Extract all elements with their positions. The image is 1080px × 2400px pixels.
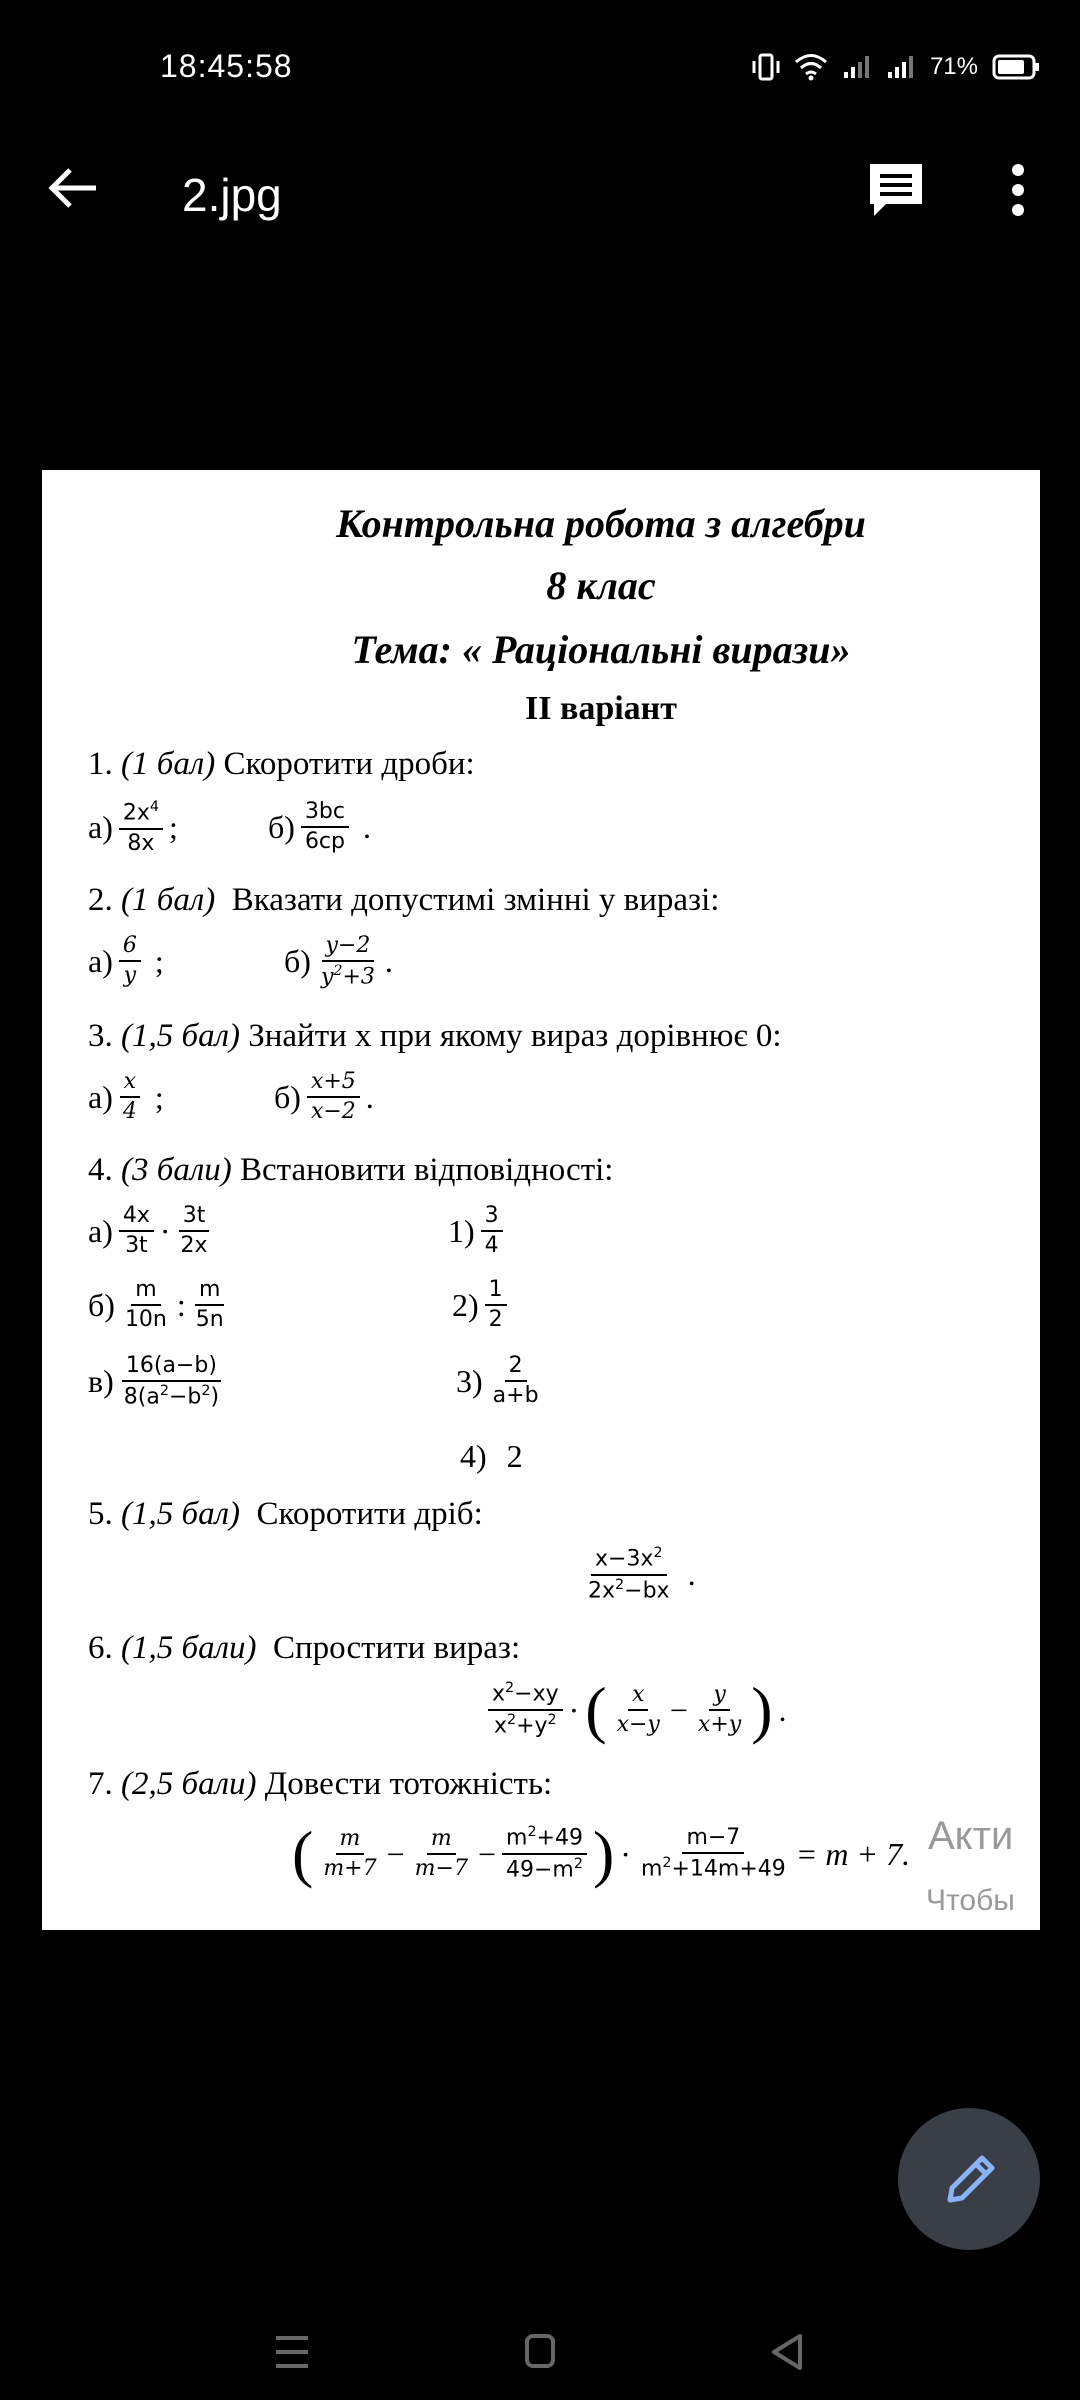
fraction: $\frac{y}{x+y}$ [697, 1681, 742, 1737]
fraction: $\frac{m}{m-7}$ [414, 1825, 468, 1881]
signal-icon-1 [842, 54, 872, 80]
comments-icon[interactable] [864, 158, 928, 222]
option-3 [456, 1354, 543, 1408]
task-3-text: Знайти x при якому вираз дорівнює 0: [248, 1018, 782, 1054]
task-5-number: 5. [88, 1496, 113, 1532]
task-5-expr: $\frac{x-3x^2}{2x^2-bx}$ . [584, 1546, 696, 1603]
fraction: $\frac{m^2+49}{49-m^2}$ [502, 1825, 587, 1882]
task-4-text: Встановити відповідності: [239, 1152, 614, 1188]
more-options-icon[interactable] [988, 158, 1048, 222]
label-a: а) [88, 1212, 113, 1249]
task-6-number: 6. [88, 1630, 113, 1666]
back-arrow-icon[interactable] [44, 158, 104, 218]
task-5-text: Скоротити дріб: [256, 1496, 483, 1532]
fraction: $\frac{x+5}{x-2}$ [307, 1070, 360, 1124]
system-nav-bar [0, 2300, 1080, 2400]
status-bar [0, 0, 1080, 140]
task-5-points: (1,5 бал) [121, 1496, 240, 1532]
option-1 [448, 1204, 503, 1258]
home-icon[interactable] [510, 2324, 570, 2380]
task-6-points: (1,5 бали) [121, 1630, 257, 1666]
label-v: в) [88, 1363, 114, 1400]
task-2-text: Вказати допустимі змінні у виразі: [231, 882, 720, 918]
task-7 [88, 1766, 552, 1803]
label-b: б) [88, 1286, 115, 1323]
option-4-label: 4) [460, 1438, 487, 1474]
fraction: $\frac{1}{2}$ [485, 1278, 507, 1332]
battery-percent: 71% [929, 53, 978, 80]
fraction: $\frac{4x}{3t}$ [119, 1204, 154, 1258]
task-2-points: (1 бал) [121, 882, 216, 918]
option-2-label: 2) [452, 1286, 479, 1323]
fraction: $\frac{16(a-b)}{8(a^2-b^2)}$ [123, 1353, 220, 1410]
option-2 [452, 1278, 507, 1332]
task-4-b: б) $\frac{m}{10n}$ : $\frac{m}{5n}$ [88, 1278, 228, 1332]
fraction: $\frac{y-2}{y^2+3}$ [320, 933, 375, 990]
label-b: б) [268, 808, 295, 845]
file-title: 2.jpg [182, 169, 282, 221]
fraction: $\frac{m}{10n}$ [124, 1277, 167, 1333]
fraction: $\frac{3bc}{6cp}$ [301, 800, 349, 854]
task-7-points: (2,5 бали) [121, 1766, 257, 1802]
task-4-number: 4. [88, 1152, 113, 1188]
task-4-points: (3 бали) [121, 1152, 232, 1188]
label-a: а) [88, 1078, 113, 1115]
option-1-label: 1) [448, 1212, 475, 1249]
fraction: $\frac{3}{4}$ [481, 1204, 503, 1258]
watermark-line-1: Акти [928, 1814, 1014, 1858]
fraction: $\frac{m}{m+7}$ [323, 1825, 377, 1881]
task-1 [88, 746, 475, 783]
fraction: $\frac{x-3x^2}{2x^2-bx}$ [588, 1545, 670, 1603]
pencil-icon [898, 2108, 1040, 2250]
status-icons [752, 52, 1040, 82]
vibrate-icon [752, 52, 780, 82]
app-bar [0, 140, 1080, 260]
option-3-label: 3) [456, 1362, 483, 1399]
task-7-number: 7. [88, 1766, 113, 1802]
task-1-a: а) $\frac{2x^4}{8x}$ ; [88, 799, 178, 856]
fraction: $\frac{x}{4}$ [119, 1070, 141, 1124]
fraction: $\frac{m}{5n}$ [195, 1277, 224, 1333]
fraction: $\frac{m-7}{m^2+14m+49}$ [640, 1825, 786, 1882]
task-5 [88, 1496, 483, 1533]
task-4-a: а) $\frac{4x}{3t}$ · $\frac{3t}{2x}$ [88, 1204, 212, 1258]
fraction: $\frac{x}{x-y}$ [616, 1681, 660, 1737]
task-2-number: 2. [88, 882, 113, 918]
doc-topic: Тема: « Раціональні вирази» [351, 627, 851, 672]
document-image[interactable] [42, 470, 1040, 1930]
option-4-value: 2 [506, 1438, 523, 1474]
back-triangle-icon[interactable] [758, 2324, 818, 2380]
task-2-b: б) $\frac{y-2}{y^2+3}$ . [284, 933, 393, 990]
fraction: $\frac{6}{y}$ [119, 934, 141, 988]
fraction: $\frac{2x^4}{8x}$ [119, 800, 163, 856]
fraction: $\frac{2}{a+b}$ [492, 1353, 539, 1409]
label-b: б) [274, 1078, 301, 1115]
recents-menu-icon[interactable] [262, 2324, 322, 2380]
task-2 [88, 882, 719, 919]
task-1-points: (1 бал) [121, 746, 216, 782]
task-3 [88, 1018, 782, 1055]
task-3-b: б) $\frac{x+5}{x-2}$ . [274, 1069, 374, 1125]
doc-heading: Контрольна робота з алгебри [336, 501, 866, 546]
task-6-text: Спростити вираз: [272, 1630, 521, 1666]
task-6-expr: $\frac{x^2-xy}{x^2+y^2}$ · ( $\frac{x}{x-y}$ − $\frac{y}{x+y}$ ) . [488, 1678, 787, 1742]
task-1-b: б) $\frac{3bc}{6cp}$ . [268, 799, 371, 855]
task-2-a: а) $\frac{6}{y}$ ; [88, 933, 164, 989]
label-a: а) [88, 942, 113, 979]
task-7-expr: ( $\frac{m}{m+7}$ − $\frac{m}{m-7}$ − $\frac{m^2+49}{49-m^2}$ ) · $\frac{m-7}{m^2+14m+49}$ = m + 7. [292, 1818, 911, 1889]
task-1-number: 1. [88, 746, 113, 782]
task-7-text: Довести тотожність: [264, 1766, 553, 1802]
option-4 [460, 1438, 523, 1475]
wifi-icon [794, 53, 828, 81]
task-1-text: Скоротити дроби: [223, 746, 475, 782]
task-3-number: 3. [88, 1018, 113, 1054]
signal-icon-2 [886, 54, 916, 80]
fraction: $\frac{x^2-xy}{x^2+y^2}$ [488, 1681, 563, 1738]
task-4-v [88, 1354, 223, 1410]
task-3-points: (1,5 бал) [121, 1018, 240, 1054]
label-a: а) [88, 809, 113, 846]
label-b: б) [284, 943, 311, 980]
task-6 [88, 1630, 520, 1667]
fraction: $\frac{3t}{2x}$ [180, 1203, 208, 1259]
battery-icon [992, 54, 1040, 80]
task-3-a: а) $\frac{x}{4}$ ; [88, 1069, 164, 1125]
doc-grade: 8 клас [546, 563, 656, 608]
edit-button[interactable] [898, 2108, 1040, 2250]
task-4 [88, 1152, 613, 1189]
status-time: 18:45:58 [160, 48, 293, 84]
watermark-line-2: Чтобы [926, 1884, 1015, 1917]
doc-variant: II варіант [525, 690, 677, 727]
